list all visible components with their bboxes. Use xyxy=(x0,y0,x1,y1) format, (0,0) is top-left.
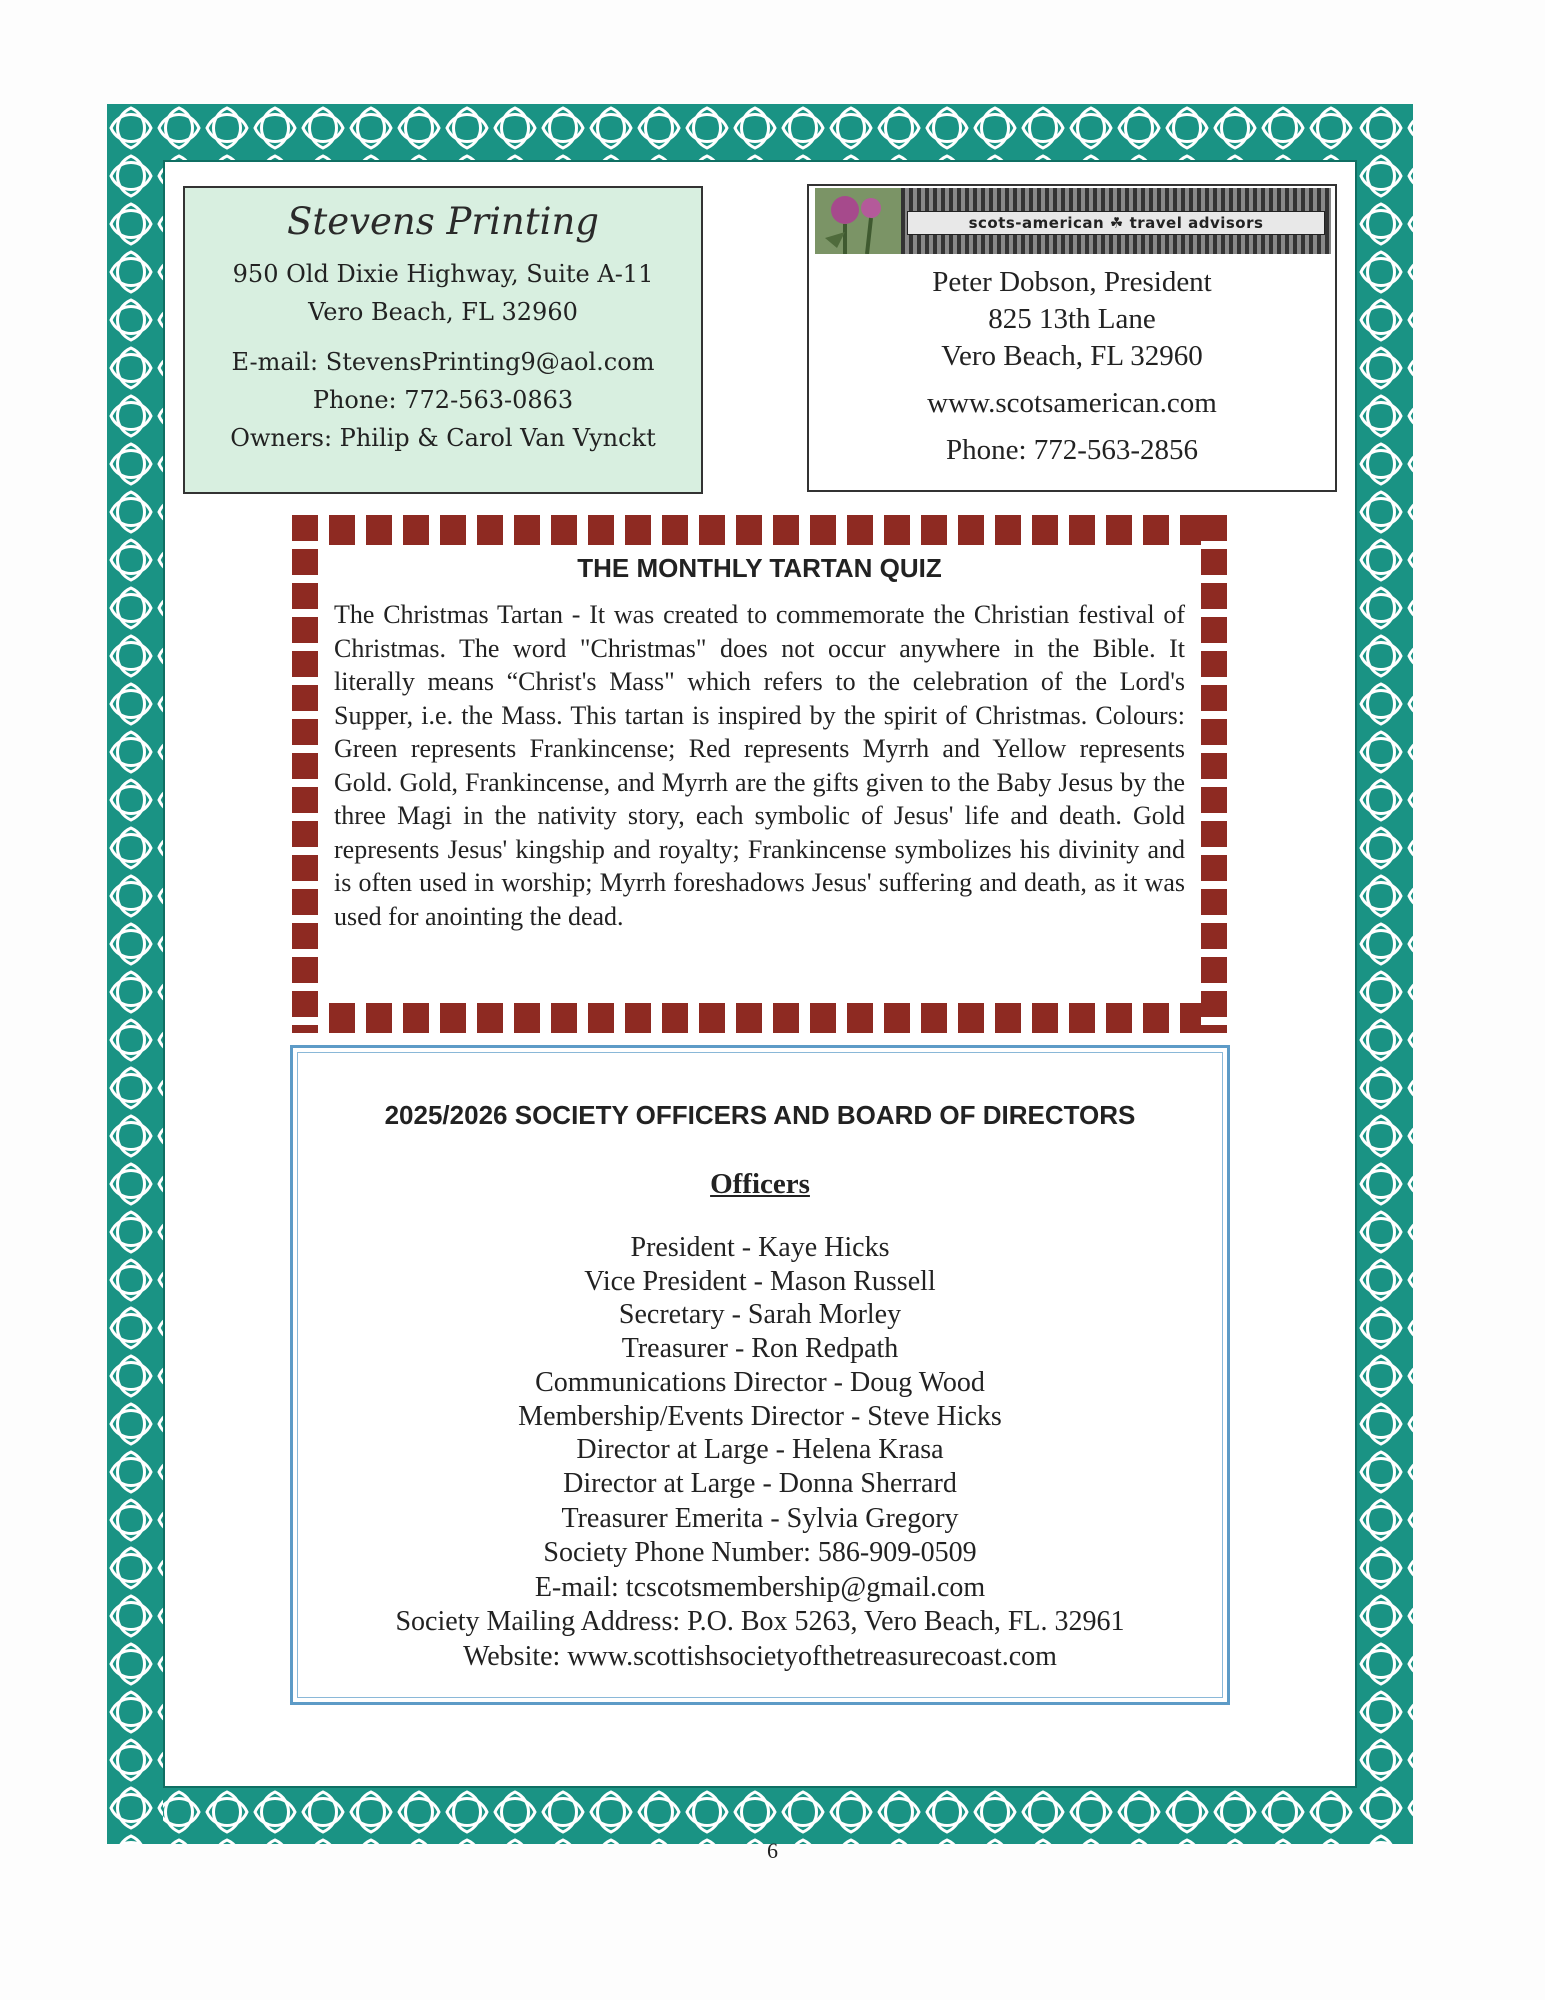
officer-item: Treasurer - Ron Redpath xyxy=(621,1333,899,1365)
officer-item: Treasurer Emerita - Sylvia Gregory xyxy=(561,1502,959,1534)
stevens-printing-ad xyxy=(183,186,703,494)
celtic-knot-border-top xyxy=(107,104,1413,160)
brick-border-right xyxy=(1201,515,1227,1033)
officers-box xyxy=(290,1045,1230,1705)
stevens-address-line1: 950 Old Dixie Highway, Suite A-11 xyxy=(232,260,654,288)
society-mailing-address: Society Mailing Address: P.O. Box 5263, Vero Beach, FL. 32961 xyxy=(395,1606,1125,1638)
scots-american-ad xyxy=(807,184,1337,492)
quiz-body: The Christmas Tartan - It was created to commemorate the Christian festival of Christmas. The word "Christmas" does not occur anywhere in the Bible. It literally means “Christ's Mass" which refers to the celebration of the Lord's Supper, i.e. the Mass. This tartan is inspired by the spirit of Christmas. Colours: Green represents Frankincense; Red represents Myrrh and Yellow represents Gold. Gold, Frankincense, and Myrrh are the gifts given to the Baby Jesus by the three Magi in the nativity story, each symbolic of Jesus' life and death. Gold represents Jesus' kingship and royalty; Frankincense symbolizes his divinity and is often used in worship; Myrrh foreshadows Jesus' suffering and death, as it was used for anointing the dead. xyxy=(334,600,1185,931)
scots-address-line1: 825 13th Lane xyxy=(988,303,1156,335)
stevens-title: Stevens Printing xyxy=(287,200,599,243)
officer-item: President - Kaye Hicks xyxy=(630,1232,890,1263)
officer-item: Membership/Events Director - Steve Hicks xyxy=(518,1400,1002,1432)
scots-website: www.scotsamerican.com xyxy=(927,387,1217,419)
officer-item: Director at Large - Donna Sherrard xyxy=(563,1467,957,1499)
officers-subheading: Officers xyxy=(710,1168,810,1200)
page-number: 6 xyxy=(767,1838,778,1863)
officer-item: Secretary - Sarah Morley xyxy=(618,1299,902,1331)
officer-item: Director at Large - Helena Krasa xyxy=(576,1434,944,1466)
thistle-logo-icon xyxy=(815,188,901,254)
tartan-quiz-box xyxy=(292,515,1227,1033)
scots-american-banner xyxy=(815,188,1331,254)
society-phone: Society Phone Number: 586-909-0509 xyxy=(543,1537,977,1569)
celtic-knot-border-left xyxy=(107,104,163,1844)
celtic-knot-border-right xyxy=(1357,104,1413,1844)
scots-address-line2: Vero Beach, FL 32960 xyxy=(941,340,1203,372)
brick-border-top xyxy=(292,515,1227,545)
brick-border-bottom xyxy=(292,1003,1227,1033)
society-email: E-mail: tcscotsmembership@gmail.com xyxy=(534,1571,986,1603)
quiz-heading: THE MONTHLY TARTAN QUIZ xyxy=(577,553,942,583)
scots-contact: Peter Dobson, President xyxy=(932,266,1212,298)
scots-phone: Phone: 772-563-2856 xyxy=(945,434,1199,466)
society-website: Website: www.scottishsocietyofthetreasurecoast.com xyxy=(463,1640,1057,1672)
stevens-address-line2: Vero Beach, FL 32960 xyxy=(308,298,578,326)
officer-item: Communications Director - Doug Wood xyxy=(535,1366,985,1398)
stevens-owners: Owners: Philip & Carol Van Vynckt xyxy=(230,424,656,452)
officers-heading: 2025/2026 SOCIETY OFFICERS AND BOARD OF DIRECTORS xyxy=(384,1100,1136,1130)
officers-list xyxy=(293,1231,1227,1674)
brick-border-left xyxy=(292,515,318,1033)
celtic-knot-border-bottom xyxy=(107,1788,1413,1844)
scots-american-banner-text: scots-american ☘ travel advisors xyxy=(907,211,1325,235)
stevens-phone: Phone: 772-563-0863 xyxy=(312,386,574,414)
stevens-email: E-mail: StevensPrinting9@aol.com xyxy=(231,348,655,376)
officer-item: Vice President - Mason Russell xyxy=(584,1265,936,1297)
